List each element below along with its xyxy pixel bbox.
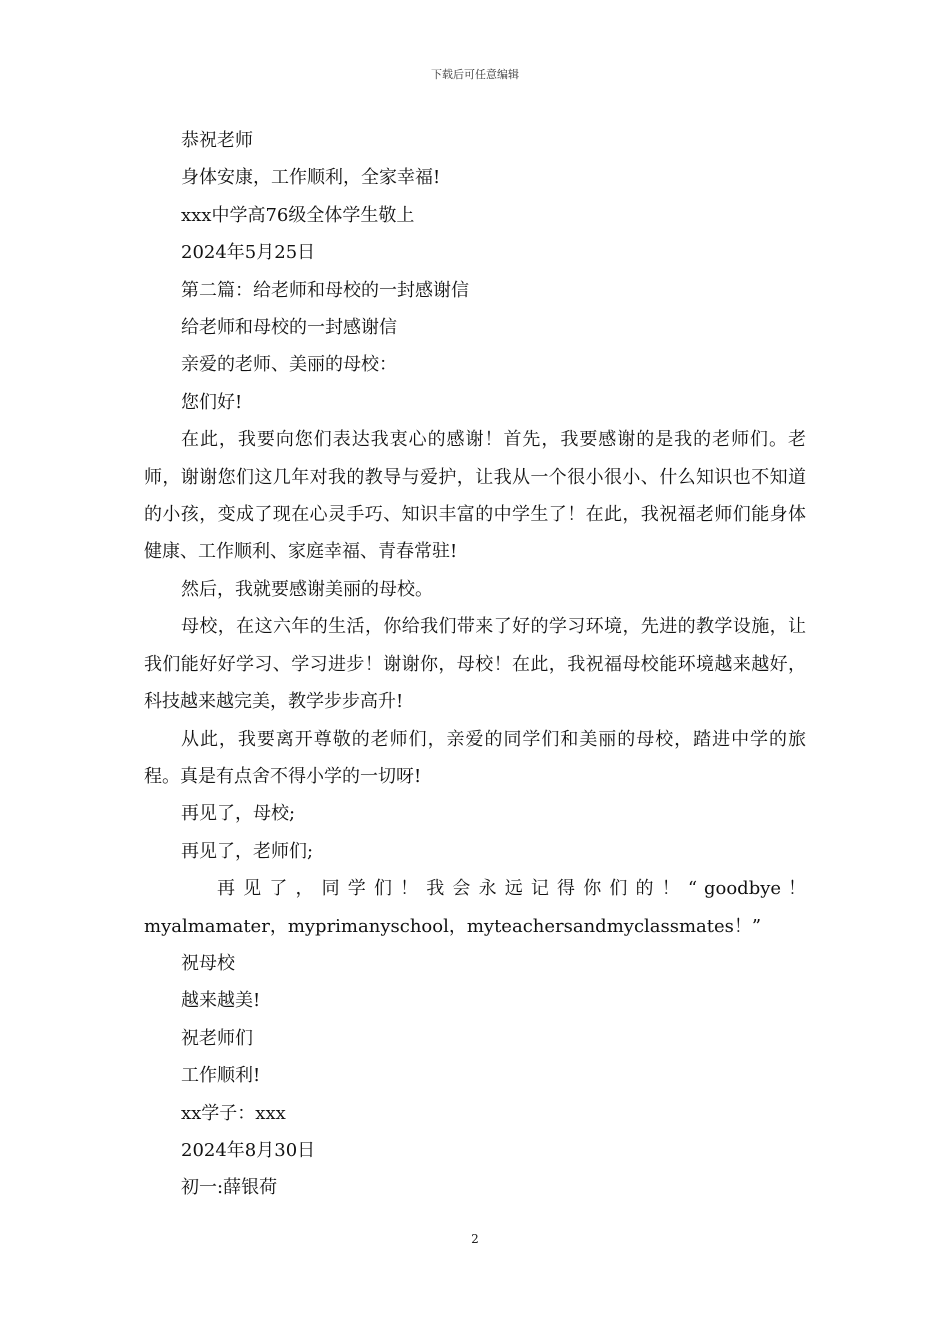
- page-number: 2: [471, 1232, 479, 1246]
- signature: xxx中学高76级全体学生敬上: [181, 204, 415, 226]
- author: 初一:薛银荷: [181, 1177, 278, 1199]
- body-paragraph: 然后，我就要感谢美丽的母校。: [181, 578, 433, 600]
- date: 2024年8月30日: [181, 1139, 316, 1161]
- closing-line: 祝老师们: [181, 1027, 253, 1049]
- body-paragraph: 母校，在这六年的生活，你给我们带来了好的学习环境，先进的教学设施，让我们能好好学习、学习进步！谢谢你，母校！在此，我祝福母校能环境越来越好，科技越来越完美，教学步步高升!: [144, 616, 806, 713]
- closing-wish: 越来越美!: [181, 990, 261, 1012]
- closing-line: 恭祝老师: [181, 130, 253, 151]
- farewell-line: 再见了，母校;: [181, 803, 296, 825]
- body-paragraph: 再 见 了 ， 同 学 们 ！ 我 会 永 远 记 得 你 们 的 ！ “ goodbye ！ myalmamater，myprimanyschool，myteachersandmyclassmates！”: [144, 878, 806, 937]
- body-paragraph: 从此，我要离开尊敬的老师们，亲爱的同学们和美丽的母校，踏进中学的旅程。真是有点舍不得小学的一切呀!: [144, 728, 806, 787]
- farewell-line: 再见了，老师们;: [181, 840, 314, 862]
- body-paragraph: 在此，我要向您们表达我衷心的感谢！首先，我要感谢的是我的老师们。老师，谢谢您们这几年对我的教导与爱护，让我从一个很小很小、什么知识也不知道的小孩，变成了现在心灵手巧、知识丰富的中学生了！在此，我祝福老师们能身体健康、工作顺利、家庭幸福、青春常驻!: [144, 429, 806, 563]
- page-header-note: 下载后可任意编辑: [431, 68, 519, 81]
- salutation: 亲爱的老师、美丽的母校：: [181, 354, 397, 376]
- letter-body: [144, 122, 806, 1207]
- closing-wish: 工作顺利!: [181, 1065, 261, 1087]
- letter-title: 给老师和母校的一封感谢信: [181, 317, 397, 339]
- date: 2024年5月25日: [181, 242, 316, 264]
- greeting: 您们好!: [181, 391, 243, 413]
- closing-wish: 身体安康，工作顺利，全家幸福!: [181, 167, 441, 189]
- signature: xx学子：xxx: [181, 1102, 286, 1124]
- section-heading: 第二篇：给老师和母校的一封感谢信: [181, 279, 469, 301]
- closing-line: 祝母校: [181, 952, 235, 974]
